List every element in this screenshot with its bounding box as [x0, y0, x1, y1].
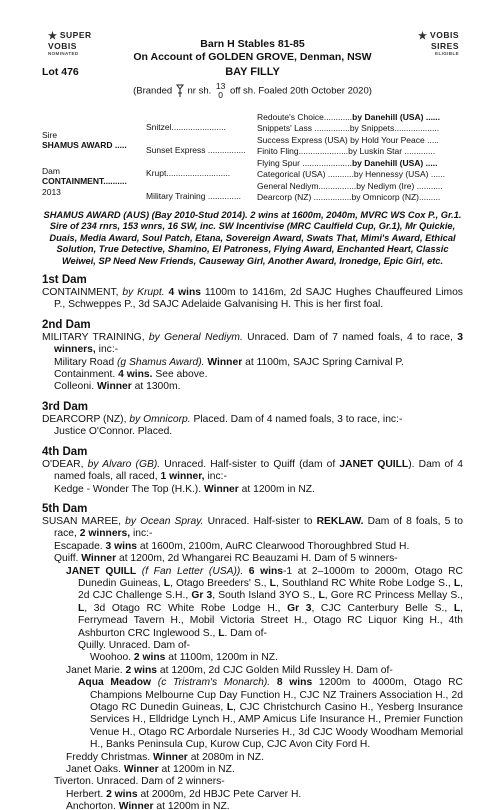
progeny-entry: Containment. 4 wins. See above. — [54, 369, 208, 381]
gg-4-by: by Luskin Star ............. — [348, 146, 436, 156]
logo-right-line3: ELIGIBLE — [435, 51, 459, 57]
progeny-entry: Freddy Christmas. Winner at 2080m in NZ. — [66, 751, 264, 763]
progeny-entry: Anchorton. Winner at 1200m in NZ. — [66, 801, 230, 810]
progeny-entry: Quilly. Unraced. Dam of- — [78, 639, 190, 651]
dam-year: 2013 — [42, 187, 61, 197]
gg-2-by: by Snippets................... — [349, 123, 440, 133]
gg-1: Redoute's Choice............ — [257, 112, 353, 122]
brand-mark-icon — [175, 83, 185, 99]
stable-location: Barn H Stables 81-85 — [200, 38, 305, 50]
vobis-sires-eligible-logo — [397, 30, 459, 57]
gg-2: Snippets' Lass ............... — [257, 123, 350, 133]
gg-8-by: by Omnicorp (NZ)......... — [351, 192, 441, 202]
progeny-entry: Quiff. Winner at 1200m, 2d Whangarei RC Beauzami H. Dam of 5 winners- — [54, 553, 398, 565]
section-2nd-dam: 2nd Dam — [42, 318, 91, 331]
logo-left-line3: NOMINATED — [48, 51, 79, 57]
sire-dam: Sunset Express ................ — [146, 145, 246, 155]
gg-7: General Nediym................ — [257, 181, 357, 191]
lot-number: Lot 476 — [42, 66, 79, 78]
gg-4: Finito Fling..................... — [257, 146, 349, 156]
third-dam-entry: DEARCORP (NZ), by Omnicorp. Placed. Dam of 4 named foals, 3 to race, inc:- — [42, 413, 403, 425]
dam-label: Dam — [42, 166, 60, 176]
logo-right-line1: VOBIS — [430, 30, 459, 40]
progeny-entry: Aqua Meadow (c Tristram's Monarch). 8 wins 1200m to 4000m, Otago RC Champions Melbourne Cup Day Function H., CJC NZ Trainers Association H., 2d Otago RC Dunedin Guineas, L, CJC Christchurch Casino H., Yesberg Insurance Services H., Elldridge Lynch H., AMP Amicus Life Insurance H., Premier Function Venue H., Otago RC Arbordale Nurseries H., 3d CJC Woody Woodham Memorial H., Banks Peninsula Cup, Kurow Cup, CJC Avon City Ford H. — [78, 677, 463, 751]
gg-8: Dearcorp (NZ) ................ — [257, 192, 352, 202]
dam-dam: Military Training .............. — [146, 191, 241, 201]
progeny-entry: Janet Oaks. Winner at 1200m in NZ. — [66, 764, 235, 776]
gg-5-by: by Danehill (USA) ..... — [351, 158, 438, 168]
logo-left-line2: VOBIS — [48, 40, 77, 51]
gg-1-by: by Danehill (USA) ...... — [352, 112, 441, 122]
progeny-entry: Woohoo. 2 wins at 1100m, 1200m in NZ. — [90, 652, 278, 664]
gg-7-by: by Nediym (Ire) ........... — [356, 181, 443, 191]
progeny-entry: Kedge - Wonder The Top (H.K.). Winner at 1200m in NZ. — [54, 483, 315, 495]
gg-6-by: by Hennessy (USA) ...... — [353, 169, 446, 179]
logo-left-line1: SUPER — [59, 30, 92, 40]
section-1st-dam: 1st Dam — [42, 274, 87, 287]
progeny-entry: Colleoni. Winner at 1300m. — [54, 381, 181, 393]
section-5th-dam: 5th Dam — [42, 502, 88, 515]
second-dam-entry: MILITARY TRAINING, by General Nediym. Unraced. Dam of 7 named foals, 4 to race, 3 winners, inc:- — [42, 331, 463, 356]
progeny-entry: Escapade. 3 wins at 1600m, 2100m, AuRC Clearwood Thoroughbred Stud H. — [54, 540, 410, 552]
sire-name: SHAMUS AWARD ..... — [42, 140, 127, 150]
first-dam-entry: CONTAINMENT, by Krupt. 4 wins 1100m to 1416m, 2d SAJC Hughes Chauffeured Limos P., Schweppes P., 3d SAJC Adelaide Galvanising H. This is her first foal. — [42, 287, 463, 311]
sire-blurb: SHAMUS AWARD (AUS) (Bay 2010-Stud 2014). 2 wins at 1600m, 2040m, MVRC WS Cox P., Gr.1. Sire of 234 rnrs, 153 wnrs, 16 SW, inc. SW Incentivise (MRC Caulfield Cup, Gr.1), Mr Quickie, Duais, Media Award, Soul Patch, Etana, Sovereign Award, Swats That, Mimi's Award, Ethical Solution, True Detective, Shamino, El Patroness, Flying Award, Enchanted Heart, Classic Weiwei, SP Need New Friends, Causeway Girl, Another Award, Ironedge, Epic Girl, etc. — [43, 210, 462, 266]
fifth-dam-entry: SUSAN MAREE, by Ocean Spray. Unraced. Half-sister to REKLAW. Dam of 8 foals, 5 to race, 2 winners, inc:- — [42, 515, 463, 540]
gg-5: Flying Spur ..................... — [257, 158, 352, 168]
star-icon — [418, 31, 427, 40]
sire-sire: Snitzel....................... — [146, 122, 226, 132]
gg-3: Success Express (USA) — [257, 135, 348, 145]
dam-sire: Krupt........................... — [146, 168, 231, 178]
pedigree-table — [42, 112, 463, 204]
vendor-line: On Account of GOLDEN GROVE, Denman, NSW — [133, 51, 372, 63]
logo-right-line2: SIRES — [430, 40, 459, 51]
dam-name: CONTAINMENT.......... — [42, 176, 127, 186]
star-icon — [48, 31, 57, 40]
sire-label: Sire — [42, 130, 58, 140]
progeny-entry: JANET QUILL (f Fan Letter (USA)). 6 wins-1 at 2–1000m to 2000m, Otago RC Dunedin Guineas, L, Otago Breeders' S., L, Southland RC White Robe Lodge S., L, 2d CJC Challenge S.H., Gr 3, South Island 3YO S., L, Gore RC Princess Mellay S., L, 3d Otago RC White Robe Lodge H., Gr 3, CJC Canterbury Belle S., L, Ferrymead Tavern H., Mobil Victoria Street H., Otago RC Liquor King H., 4th Ashburton CRC Inglewood S., L. Dam of- — [66, 565, 463, 639]
section-3rd-dam: 3rd Dam — [42, 400, 89, 413]
progeny-entry: Janet Marie. 2 wins at 1200m, 2d CJC Golden Mild Russley H. Dam of- — [66, 664, 393, 676]
progeny-entry: Justice O'Connor. Placed. — [54, 426, 173, 438]
super-vobis-nominated-logo — [48, 30, 108, 57]
brand-line: (Branded nr sh. 13 0 off sh. Foaled 20th October 2020) — [133, 81, 372, 100]
section-4th-dam: 4th Dam — [42, 445, 88, 458]
gg-6: Categorical (USA) ........... — [257, 169, 354, 179]
progeny-entry: Herbert. 2 wins at 2000m, 2d HBJC Pete Carver H. — [66, 788, 302, 800]
horse-description: BAY FILLY — [225, 66, 280, 78]
progeny-entry: Military Road (g Shamus Award). Winner at 1100m, SAJC Spring Carnival P. — [54, 356, 404, 368]
fourth-dam-entry: O'DEAR, by Alvaro (GB). Unraced. Half-sister to Quiff (dam of JANET QUILL). Dam of 4 named foals, all raced, 1 winner, inc:- — [42, 458, 463, 483]
gg-3-by: by Hold Your Peace ..... — [350, 135, 439, 145]
progeny-entry: Tiverton. Unraced. Dam of 2 winners- — [54, 776, 225, 788]
